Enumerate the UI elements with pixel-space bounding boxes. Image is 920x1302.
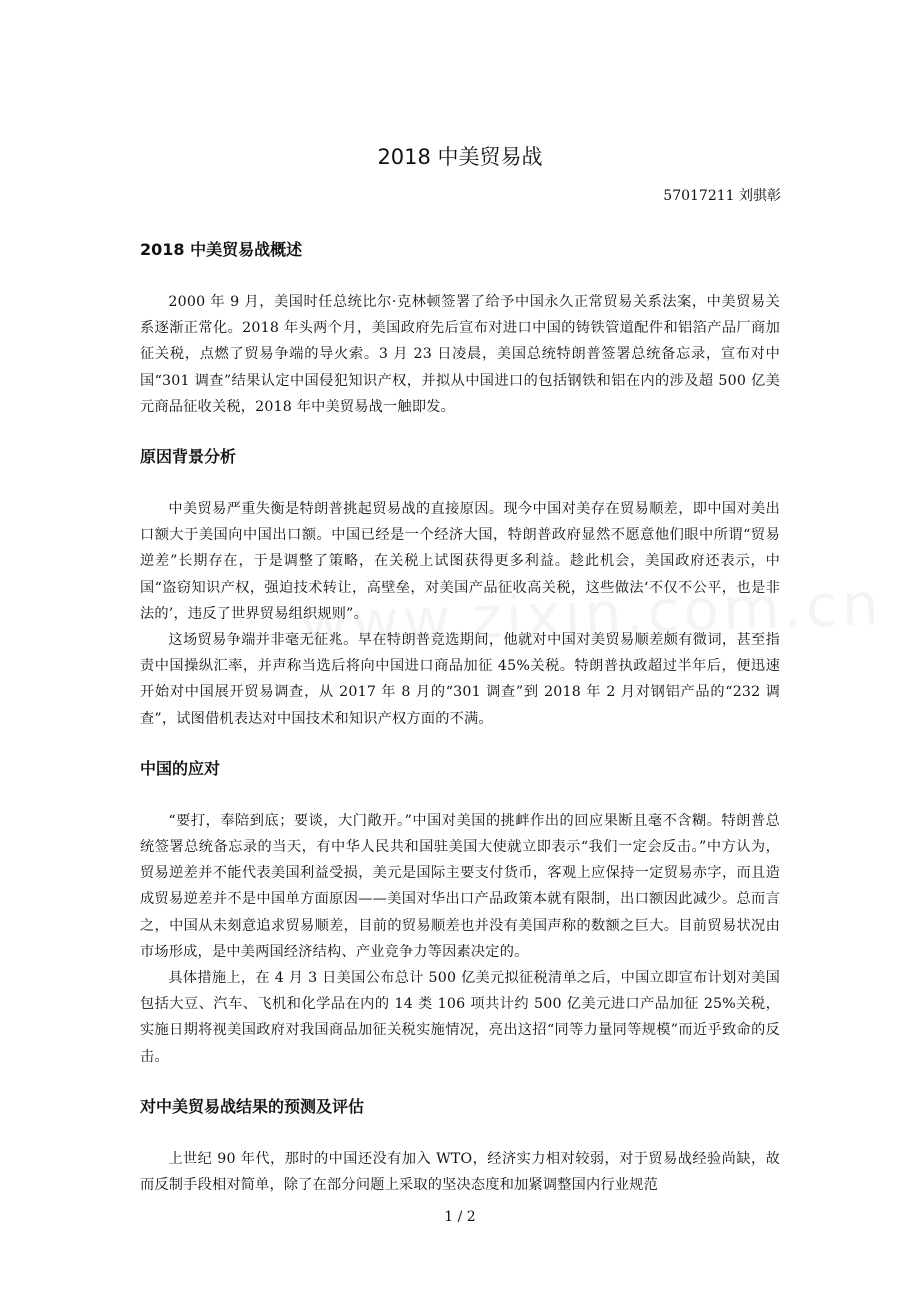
page-title: 2018 中美贸易战 [377,145,543,169]
section-heading: 对中美贸易战结果的预测及评估 [140,1096,365,1116]
paragraph: “要打，奉陪到底；要谈，大门敞开。”中国对美国的挑衅作出的回应果断且毫不含糊。特朗普总统签署总统备忘录的当天，有中华人民共和国驻美国大使就立即表示“我们一定会反击。”中方认为，贸易逆差并不能代表美国利益受损，美元是国际主要支付货币，客观上应保持一定贸易赤字，而且造成贸易逆差并不是中国单方面原因——美国对华出口产品政策本就有限制，出口额因此减少。总而言之，中国从未刻意追求贸易顺差，目前的贸易顺差也并没有美国声称的数额之巨大。目前贸易状况由市场形成，是中美两国经济结构、产业竞争力等因素决定的。 [140,812,780,960]
paragraph: 具体措施上，在 4 月 3 日美国公布总计 500 亿美元拟征税清单之后，中国立即宣布计划对美国包括大豆、汽车、飞机和化学品在内的 14 类 106 项共计约 500 亿美元进口产品加征 25%关税，实施日期将视美国政府对我国商品加征关税实施情况，亮出这招“同等力量同等规模”而近乎致命的反击。 [140,970,780,1065]
section-overview [140,237,780,420]
paragraph: 这场贸易争端并非毫无征兆。早在特朗普竞选期间，他就对中国对美贸易顺差颇有微词，甚至指责中国操纵汇率，并声称当选后将向中国进口商品加征 45%关税。特朗普执政超过半年后，便迅速开始对中国展开贸易调查，从 2017 年 8 月的“301 调查”到 2018 年 2 月对钢铝产品的“232 调查”，试图借机表达对中国技术和知识产权方面的不满。 [140,632,780,727]
section-forecast [140,1094,780,1198]
section-heading: 2018 中美贸易战概述 [140,240,303,259]
author-line: 57017211 刘骐彰 [663,188,781,204]
page-number: 1 / 2 [444,1209,476,1225]
section-causes [140,444,780,732]
paragraph: 2000 年 9 月，美国时任总统比尔·克林顿签署了给予中国永久正常贸易关系法案，中美贸易关系逐渐正常化。2018 年头两个月，美国政府先后宣布对进口中国的铸铁管道配件和铝箔产品厂商加征关税，点燃了贸易争端的导火索。3 月 23 日凌晨，美国总统特朗普签署总统备忘录，宣布对中国“301 调查”结果认定中国侵犯知识产权，并拟从中国进口的包括钢铁和铝在内的涉及超 500 亿美元商品征收关税，2018 年中美贸易战一触即发。 [140,294,780,415]
paragraph: 中美贸易严重失衡是特朗普挑起贸易战的直接原因。现今中国对美存在贸易顺差，即中国对美出口额大于美国向中国出口额。中国已经是一个经济大国，特朗普政府显然不愿意他们眼中所谓“贸易逆差”长期存在，于是调整了策略，在关税上试图获得更多利益。趁此机会，美国政府还表示，中国“盗窃知识产权，强迫技术转让，高壁垒，对美国产品征收高关税，这些做法‘不仅不公平，也是非法的’，违反了世界贸易组织规则”。 [140,501,780,622]
document-body [140,237,780,1222]
section-china-response [140,756,780,1070]
paragraph: 上世纪 90 年代，那时的中国还没有加入 WTO，经济实力相对较弱，对于贸易战经验尚缺，故而反制手段相对简单，除了在部分问题上采取的坚决态度和加紧调整国内行业规范 [140,1150,780,1194]
section-heading: 原因背景分析 [140,447,237,467]
section-heading: 中国的应对 [140,758,221,778]
